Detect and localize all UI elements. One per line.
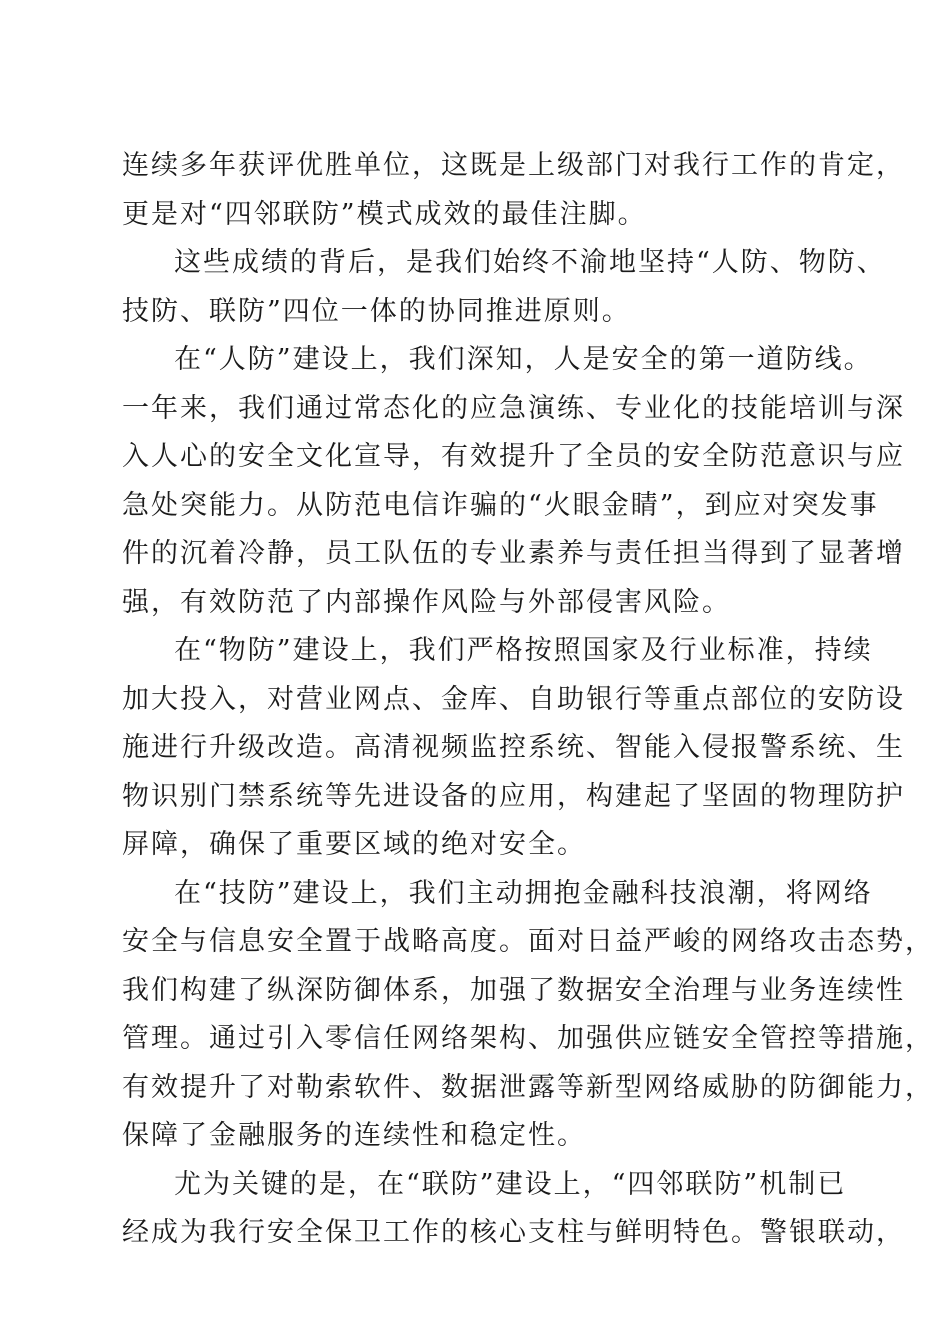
text-line: 加大投入，对营业网点、金库、自助银行等重点部位的安防设 (122, 683, 905, 715)
text-line: 尤为关键的是，在“联防”建设上，“四邻联防”机制已 (174, 1168, 847, 1200)
text-line: 物识别门禁系统等先进设备的应用，构建起了坚固的物理防护 (122, 780, 905, 812)
text-line: 在“物防”建设上，我们严格按照国家及行业标准，持续 (174, 635, 873, 666)
text-line: 强，有效防范了内部操作风险与外部侵害风险。 (122, 586, 731, 618)
text-line: 安全与信息安全置于战略高度。面对日益严峻的网络攻击态势， (122, 926, 934, 957)
text-line: 件的沉着冷静，员工队伍的专业素养与责任担当得到了显著增 (122, 538, 905, 569)
text-line: 经成为我行安全保卫工作的核心支柱与鲜明特色。警银联动， (122, 1217, 905, 1248)
text-line: 更是对“四邻联防”模式成效的最佳注脚。 (122, 198, 647, 230)
text-line: 施进行升级改造。高清视频监控系统、智能入侵报警系统、生 (122, 732, 905, 763)
text-line: 入人心的安全文化宣导，有效提升了全员的安全防范意识与应 (122, 441, 905, 472)
text-line: 连续多年获评优胜单位，这既是上级部门对我行工作的肯定， (122, 150, 905, 181)
text-line: 我们构建了纵深防御体系，加强了数据安全治理与业务连续性 (122, 974, 905, 1006)
text-line: 屏障，确保了重要区域的绝对安全。 (122, 829, 586, 860)
text-line: 有效提升了对勒索软件、数据泄露等新型网络威胁的防御能力， (122, 1071, 934, 1103)
text-line: 在“技防”建设上，我们主动拥抱金融科技浪潮，将网络 (174, 877, 873, 909)
text-line: 管理。通过引入零信任网络架构、加强供应链安全管控等措施， (122, 1023, 934, 1054)
text-line: 在“人防”建设上，我们深知，人是安全的第一道防线。 (174, 344, 873, 375)
text-line: 技防、联防”四位一体的协同推进原则。 (122, 295, 631, 327)
text-line: 保障了金融服务的连续性和稳定性。 (122, 1120, 586, 1151)
text-line: 一年来，我们通过常态化的应急演练、专业化的技能培训与深 (122, 392, 905, 424)
text-line: 这些成绩的背后，是我们始终不渝地坚持“人防、物防、 (174, 247, 886, 278)
text-line: 急处突能力。从防范电信诈骗的“火眼金睛”，到应对突发事 (122, 489, 879, 521)
document-body (122, 142, 934, 1258)
